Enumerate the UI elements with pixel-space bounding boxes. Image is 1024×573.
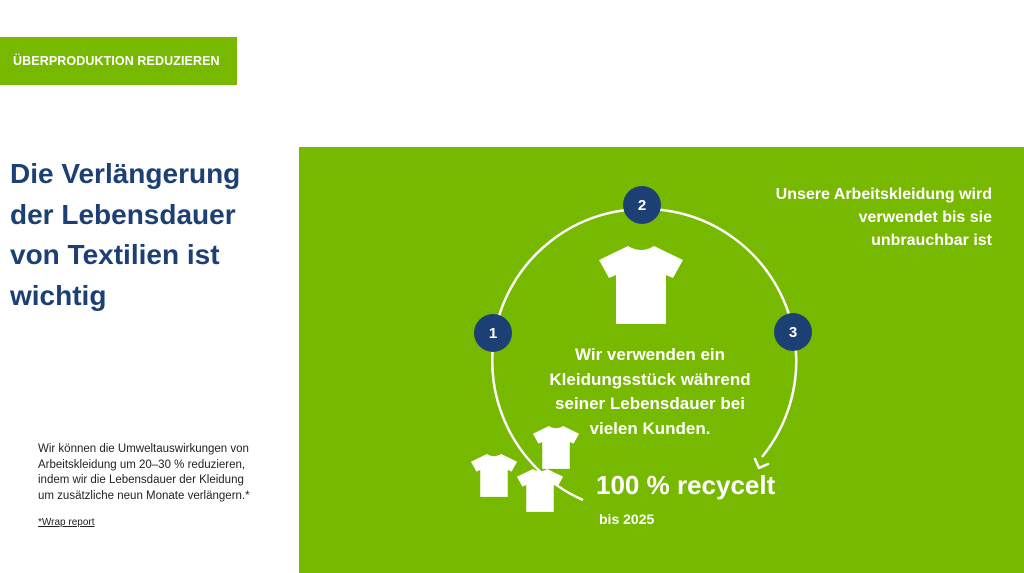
body-paragraph xyxy=(38,442,288,504)
body-line: Wir können die Umweltauswirkungen von xyxy=(38,443,249,455)
section-tag-label: ÜBERPRODUKTION REDUZIEREN xyxy=(13,54,220,68)
body-line: indem wir die Lebensdauer der Kleidung xyxy=(38,474,244,486)
lifecycle-line: seiner Lebensdauer bei xyxy=(555,394,745,413)
recycle-value: 100 % recycelt xyxy=(596,470,776,500)
usage-line: unbrauchbar ist xyxy=(871,232,992,249)
usage-statement xyxy=(700,183,992,252)
page-title-line: der Lebensdauer xyxy=(10,198,236,230)
usage-line: verwendet bis sie xyxy=(858,209,992,226)
body-line: Arbeitskleidung um 20–30 % reduzieren, xyxy=(38,458,246,471)
lifecycle-statement xyxy=(510,343,790,441)
recycle-year: bis 2025 xyxy=(599,511,655,527)
section-tag xyxy=(0,37,237,85)
footnote-link[interactable]: *Wrap report xyxy=(38,517,95,528)
usage-line: Unsere Arbeitskleidung wird xyxy=(775,186,992,203)
lifecycle-line: Wir verwenden ein xyxy=(574,345,726,364)
tshirt-icon xyxy=(599,246,683,324)
arrow-head-icon xyxy=(755,459,768,468)
body-line: um zusätzliche neun Monate verlängern.* xyxy=(38,489,250,502)
step-number: 3 xyxy=(788,323,798,341)
page-title-line: wichtig xyxy=(10,279,107,311)
step-number: 2 xyxy=(637,196,647,214)
lifecycle-line: vielen Kunden. xyxy=(589,418,711,438)
page-title-line: von Textilien ist xyxy=(10,239,220,270)
tshirt-icon xyxy=(471,454,517,497)
step-badge-1 xyxy=(474,314,512,352)
lifecycle-line: Kleidungsstück während xyxy=(549,369,751,389)
tshirt-icon xyxy=(517,469,563,512)
page-title-line: Die Verlängerung xyxy=(10,158,241,189)
step-number: 1 xyxy=(488,324,498,342)
step-badge-2 xyxy=(623,186,661,224)
page-title xyxy=(10,154,300,316)
